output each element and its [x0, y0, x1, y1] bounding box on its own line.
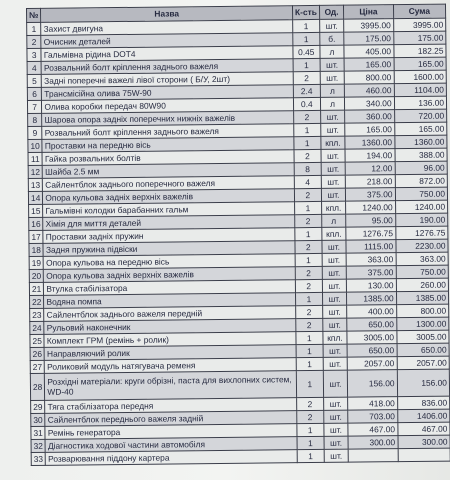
item-qty: 2 [295, 279, 322, 292]
item-price: 300.00 [348, 436, 397, 450]
item-price: 95.00 [346, 214, 395, 228]
item-qty: 2 [293, 71, 320, 84]
item-unit: шт. [320, 123, 345, 136]
row-number: 14 [28, 191, 43, 204]
item-name: Сайлентблок переднього важеля задній [45, 411, 297, 427]
item-qty: 1 [294, 136, 321, 149]
header-sum: Сума [393, 4, 446, 19]
item-unit: шт. [324, 423, 349, 436]
row-number: 6 [27, 87, 42, 100]
item-name: Сайлентблок заднього важеля передній [44, 306, 296, 322]
item-sum: 182.25 [393, 44, 446, 58]
row-number: 12 [28, 165, 43, 178]
item-price: 405.00 [344, 45, 393, 59]
item-name: Діагностика ходової частини автомобіля [45, 437, 297, 453]
row-number: 18 [29, 243, 44, 256]
item-unit: л [320, 84, 345, 97]
item-name: Роликовий модуль натягувача ременя [45, 358, 297, 374]
invoice-table [26, 4, 450, 466]
item-name: Хімія для миття деталей [43, 215, 295, 231]
item-qty: 2 [296, 318, 323, 331]
item-name: Опора кульова задніх верхніх важелів [43, 189, 295, 205]
item-price: 375.00 [346, 188, 395, 202]
item-qty: 4 [294, 175, 321, 188]
item-qty: 2 [294, 110, 321, 123]
item-sum: 363.00 [396, 252, 449, 266]
item-sum: 836.00 [397, 396, 450, 410]
item-unit: шт. [320, 110, 345, 123]
item-name: Проставки на передню вісь [42, 137, 294, 153]
item-qty: 1 [295, 253, 322, 266]
item-qty: 1 [295, 292, 322, 305]
item-sum: 1406.00 [397, 409, 450, 423]
item-price: 1360.00 [345, 136, 394, 150]
item-qty: 0.4 [293, 97, 320, 110]
item-name: Трансмісійна олива 75W-90 [42, 85, 294, 101]
item-qty: 1 [296, 331, 323, 344]
item-name: Задні поперечні важелі лівої сторони ( Б/У, 2шт) [42, 72, 294, 88]
row-number: 20 [29, 269, 44, 282]
item-unit: л [321, 214, 346, 227]
item-price: 375.00 [347, 266, 396, 280]
item-sum: 190.00 [395, 213, 448, 227]
item-name: Розвальний болт кріплення заднього важеля [42, 124, 294, 140]
item-price: 1240.00 [346, 201, 395, 215]
item-qty: 2 [294, 188, 321, 201]
item-qty: 1 [295, 201, 322, 214]
item-unit: шт. [323, 397, 348, 410]
item-unit: шт. [323, 370, 348, 397]
item-qty: 2 [296, 305, 323, 318]
item-price: 650.00 [347, 344, 396, 358]
item-sum: 156.00 [397, 369, 450, 397]
item-price: 165.00 [345, 123, 394, 137]
row-number: 33 [31, 452, 46, 465]
item-price: 460.00 [345, 84, 394, 98]
row-number: 2 [27, 35, 42, 48]
item-name: Рульовий наконечник [44, 319, 296, 335]
item-price: 175.00 [344, 32, 393, 46]
item-qty: 2.4 [293, 84, 320, 97]
row-number: 4 [27, 61, 42, 74]
row-number: 5 [27, 74, 42, 87]
item-name: Шайба 2.5 мм [43, 163, 295, 179]
item-qty: 1 [296, 370, 323, 397]
item-unit: шт. [322, 279, 347, 292]
header-unit: Од. [319, 5, 344, 19]
item-sum: 300.00 [398, 435, 450, 449]
item-price: 800.00 [344, 71, 393, 85]
item-qty: 1 [296, 357, 323, 370]
item-name: Направляючий ролик [44, 345, 296, 361]
item-name: Шарова опора задніх поперечних нижніх важелів [42, 111, 294, 127]
item-unit: шт. [321, 149, 346, 162]
item-qty: 1 [294, 123, 321, 136]
row-number: 31 [31, 426, 46, 439]
item-price: 194.00 [345, 149, 394, 163]
item-price: 156.00 [348, 370, 398, 398]
item-price: 363.00 [346, 253, 395, 267]
item-unit: шт. [322, 305, 347, 318]
item-name: Розвальний болт кріплення заднього важеля [41, 59, 293, 75]
item-sum: 388.00 [395, 148, 448, 162]
item-price: 360.00 [345, 110, 394, 124]
item-sum: 2230.00 [396, 239, 449, 253]
item-name: Захист двигуна [41, 20, 293, 36]
item-sum: 467.00 [397, 422, 450, 436]
item-qty: 0.45 [293, 45, 320, 58]
header-price: Ціна [344, 5, 393, 20]
row-number: 17 [29, 230, 44, 243]
item-name: Ремінь генератора [45, 424, 297, 440]
item-qty: 1 [297, 436, 324, 449]
item-price: 3995.00 [344, 19, 393, 33]
item-sum: 872.00 [395, 174, 448, 188]
item-sum: 2057.00 [397, 356, 450, 370]
item-sum: 800.00 [396, 304, 449, 318]
item-name: Водяна помпа [44, 293, 296, 309]
item-unit: шт. [321, 162, 346, 175]
row-number: 8 [28, 113, 43, 126]
item-name: Тяга стабілізатора передня [45, 398, 297, 414]
header-qty: К-сть [292, 5, 319, 19]
item-sum: 136.00 [394, 96, 447, 110]
item-sum: 1360.00 [394, 135, 447, 149]
item-price: 467.00 [348, 423, 397, 437]
item-name: Комплект ГРМ (ремінь + ролик) [44, 332, 296, 348]
item-sum: 3995.00 [393, 18, 446, 32]
item-qty: 2 [297, 410, 324, 423]
row-number: 11 [28, 152, 43, 165]
item-unit: кпл. [323, 331, 348, 344]
row-number: 22 [30, 295, 45, 308]
item-name: Сайлентблок заднього поперечного важеля [43, 176, 295, 192]
row-number: 7 [27, 100, 42, 113]
item-sum: 1240.00 [395, 200, 448, 214]
item-price: 165.00 [344, 58, 393, 72]
row-number: 16 [29, 217, 44, 230]
row-number: 13 [28, 178, 43, 191]
item-sum: 165.00 [394, 57, 447, 71]
item-price: 1115.00 [346, 240, 395, 254]
item-sum: 1276.75 [395, 226, 448, 240]
item-name: Розварювання піддону картера [46, 450, 298, 466]
row-number: 27 [30, 360, 45, 373]
item-sum: 260.00 [396, 278, 449, 292]
item-price: 418.00 [348, 397, 397, 411]
item-unit: шт. [324, 449, 349, 462]
item-name: Гайка розвальних болтів [42, 150, 294, 166]
item-qty: 1 [297, 423, 324, 436]
row-number: 10 [28, 139, 43, 152]
item-qty: 2 [294, 149, 321, 162]
item-sum: 96.00 [395, 161, 448, 175]
item-qty: 2 [295, 240, 322, 253]
item-sum: 650.00 [397, 343, 450, 357]
item-sum: 720.00 [394, 109, 447, 123]
item-price: 400.00 [347, 305, 396, 319]
item-price: 130.00 [347, 279, 396, 293]
item-unit: кпл. [321, 136, 346, 149]
item-unit: шт. [320, 71, 345, 84]
item-price: 650.00 [347, 318, 396, 332]
item-unit: шт. [321, 188, 346, 201]
row-number: 21 [29, 282, 44, 295]
item-unit: кпл. [321, 227, 346, 240]
item-price: 2057.00 [347, 357, 396, 371]
item-unit: шт. [321, 175, 346, 188]
item-sum: 3005.00 [396, 330, 449, 344]
item-unit: шт. [323, 357, 348, 370]
item-qty: 2 [297, 397, 324, 410]
item-name: Олива коробки передач 80W90 [42, 98, 294, 114]
item-unit: л [320, 97, 345, 110]
item-qty: 2 [295, 214, 322, 227]
item-qty: 1 [295, 227, 322, 240]
item-sum [398, 448, 450, 462]
item-unit: шт. [320, 58, 345, 71]
item-price: 12.00 [345, 162, 394, 176]
item-name: Гальмівна рідина DOT4 [41, 46, 293, 62]
item-qty: 1 [293, 19, 320, 32]
item-unit: шт. [319, 19, 344, 32]
row-number: 26 [30, 347, 45, 360]
item-name: Розхідні матеріали: круги обрізні, паста для вихлопних систем, WD-40 [45, 371, 297, 401]
item-sum: 1385.00 [396, 291, 449, 305]
item-unit: шт. [323, 410, 348, 423]
header-name: Назва [41, 6, 293, 23]
item-sum: 175.00 [393, 31, 446, 45]
item-price: 1276.75 [346, 227, 395, 241]
item-unit: шт. [322, 266, 347, 279]
item-price [348, 449, 397, 463]
item-sum: 165.00 [394, 122, 447, 136]
row-number: 32 [31, 439, 46, 452]
item-unit: шт. [322, 318, 347, 331]
item-unit: шт. [322, 253, 347, 266]
item-sum: 750.00 [396, 265, 449, 279]
row-number: 9 [28, 126, 43, 139]
item-unit: б. [319, 32, 344, 45]
item-sum: 1300.00 [396, 317, 449, 331]
item-price: 703.00 [348, 410, 397, 424]
item-name: Проставки задніх пружин [43, 228, 295, 244]
item-qty: 1 [296, 344, 323, 357]
item-price: 1385.00 [347, 292, 396, 306]
header-num: № [27, 8, 42, 22]
item-price: 3005.00 [347, 331, 396, 345]
item-qty: 8 [294, 162, 321, 175]
item-sum: 1600.00 [394, 70, 447, 84]
row-number: 29 [31, 400, 46, 413]
item-price: 340.00 [345, 97, 394, 111]
item-name: Задня пружина підвіски [43, 241, 295, 257]
row-number: 25 [30, 334, 45, 347]
row-number: 15 [29, 204, 44, 217]
item-qty: 1 [293, 32, 320, 45]
row-number: 1 [27, 22, 42, 35]
item-sum: 1104.00 [394, 83, 447, 97]
item-qty: 1 [297, 449, 324, 462]
row-number: 24 [30, 321, 45, 334]
item-name: Втулка стабілізатора [44, 280, 296, 296]
item-unit: л [320, 45, 345, 58]
item-name: Гальмівні колодки барабанних гальм [43, 202, 295, 218]
item-name: Опора кульова на передню вісь [43, 254, 295, 270]
row-number: 23 [30, 308, 45, 321]
item-unit: шт. [324, 436, 349, 449]
item-name: Очисник деталей [41, 33, 293, 49]
item-sum: 750.00 [395, 187, 448, 201]
row-number: 30 [31, 413, 46, 426]
item-qty: 2 [295, 266, 322, 279]
item-unit: шт. [323, 344, 348, 357]
item-unit: шт. [322, 240, 347, 253]
item-name: Опора кульова задніх верхніх важелів [44, 267, 296, 283]
row-number: 19 [29, 256, 44, 269]
item-unit: шт. [322, 292, 347, 305]
item-unit: кпл. [321, 201, 346, 214]
row-number: 28 [30, 373, 45, 400]
item-price: 218.00 [346, 175, 395, 189]
item-qty: 1 [293, 58, 320, 71]
row-number: 3 [27, 48, 42, 61]
